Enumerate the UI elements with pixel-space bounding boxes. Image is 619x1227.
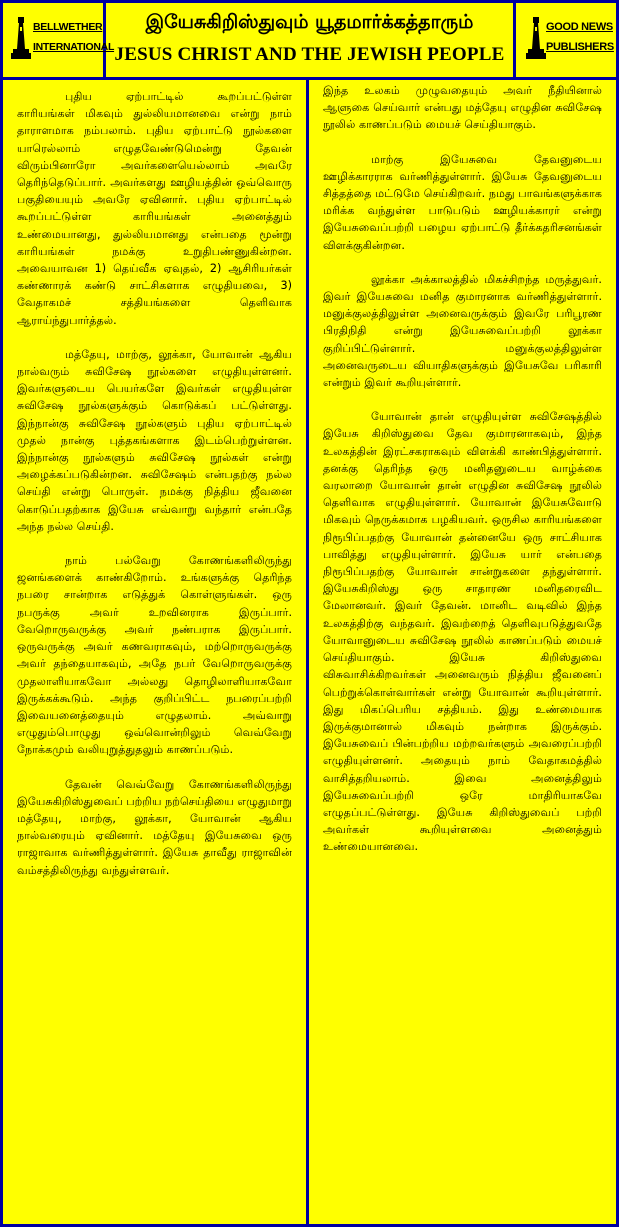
paragraph: யோவான் தான் எழுதியுள்ள சுவிசேஷத்தில் இயேசு கிறிஸ்துவை தேவ குமாரனாகவும், இந்த உலகத்தின் இரட்சகராகவும் விளக்கி காண்பித்துள்ளார். தனக்கு தெரிந்த ஒரு மனிதனுடைய வாழ்க்கை வரலாறை யோவான் தான் எழுதின சுவிசேஷ நூலில் தெளிவாக எழுதியுள்ளார். யோவான் இயேசுவோடு மிகவும் நெருக்கமாக பழகியவர். ஒருசில காரியங்களை நிரூபிப்பதற்கு யோவான் தன்னையே ஒரு சாட்சியாக பாவித்து எழுதியுள்ளார். இயேசு யார் என்பதை நிரூபிப்பதற்கு யோவான் சான்றுகளை தந்துள்ளார். இயேசுகிறிஸ்து ஒரு சாதாரண மனிதரைவிட மேலானவர். இவர் தேவன். மானிட வடிவில் இந்த உலகத்திற்கு வந்தவர். இவற்றைத் தெளிவுபடுத்துவதே யோவானுடைய சுவிசேஷ நூலில் காணப்படும் மையச் செய்தியாகும். இயேசு கிறிஸ்துவை விசுவாசிக்கிறவர்கள் அனைவரும் நித்திய ஜீவனைப் பெற்றுக்கொள்வார்கள் என்று யோவான் கூறியுள்ளார். இது மிகப்பெரிய சத்தியம். இது உண்மையாக இருக்குமானால் மிகவும் நன்றாக இருக்கும். இயேசுவைப் பின்பற்றிய மற்றவர்களும் அவரைப்பற்றி எழுதியுள்ளனர். அதையும் நாம் வேதாகமத்தில் வாசித்தறியலாம். இவை அனைத்திலும் இயேசுவைப்பற்றி ஒரே மாதிரியாகவே எழுதப்பட்டுள்ளது. இயேசு கிறிஸ்துவைப் பற்றி அவர்கள் கூறியுள்ளவை அனைத்தும் உண்மையானவை. (323, 410, 602, 854)
logo-right-line1: GOOD NEWS (546, 21, 613, 33)
paragraph: மத்தேயு, மாற்கு, லூக்கா, யோவான் ஆகிய நால்வரும் சுவிசேஷ நூல்களை எழுதியுள்ளனர். இவர்களுடைய பெயர்களே இவர்கள் எழுதியுள்ள சுவிசேஷ நூல்களுக்கும் கொடுக்கப் பட்டுள்ளது. இந்நான்கு சுவிசேஷ நூல்களும் புதிய ஏற்பாட்டில் முதல் நான்கு புத்தகங்களாக இடம்பெற்றுள்ளன. இந்நான்கு நூல்களும் சுவிசேஷ நூல்கள் என்று அழைக்கப்படுகின்றன. சுவிசேஷம் என்பதற்கு நல்ல செய்தி என்று பொருள். நமக்கு நித்திய ஜீவனை கொடுப்பதற்காக இயேசு எவ்வாறு வந்தார் என்பதே அந்த நல்ல செய்தி. (17, 347, 292, 533)
logo-left-line1: BELLWETHER (33, 21, 103, 33)
tower-icon (9, 15, 33, 61)
paragraph: இந்த உலகம் முழுவதையும் அவர் நீதியினால் ஆளுகை செய்வார் என்பது மத்தேயு எழுதின சுவிசேஷ நூலில் காணப்படும் மையச் செய்தியாகும். (323, 84, 602, 132)
paragraph: லூக்கா அக்காலத்தில் மிகச்சிறந்த மருத்துவர். இவர் இயேசுவை மனித குமாரனாக வர்ணித்துள்ளார். மனுக்குலத்திலுள்ள அனைவருக்கும் இவரே பரிபூரண பிரதிநிதி என்று இயேசுவைப்பற்றி லூக்கா குறிப்பிட்டுள்ளார். மனுக்குலத்திலுள்ள அனைவருடைய வியாதிகளுக்கும் இயேசுவே பரிகாரி என்றும் இவர் கூறியுள்ளார். (323, 272, 602, 390)
paragraph: தேவன் வெவ்வேறு கோணங்களிலிருந்து இயேசுகிறிஸ்துவைப் பற்றிய நற்செய்தியை எழுதுமாறு மத்தேயு, மாற்கு, லூக்கா, யோவான் ஆகிய நால்வரையும் ஏவினார். மத்தேயு இயேசுவை ஒரு ராஜாவாக வர்ணித்துள்ளார். இயேசு தாவீது ராஜாவின் வம்சத்திலிருந்து வந்துள்ளவர். (17, 777, 292, 877)
title-english: JESUS CHRIST AND THE JEWISH PEOPLE (114, 44, 505, 65)
header (0, 0, 619, 80)
tower-icon (524, 15, 548, 61)
bellwether-logo (3, 3, 115, 77)
title-tamil: இயேசுகிறிஸ்துவும் யூதமார்க்கத்தாரும் (145, 11, 474, 33)
paragraph: நாம் பல்வேறு கோணங்களிலிருந்து ஜனங்களைக் காண்கிறோம். உங்களுக்கு தெரிந்த நபரை சான்றாக எடுத்துக் கொள்ளுங்கள். ஒரு நபருக்கு அவர் உறவினராக இருப்பார். வேறொருவருக்கு அவர் நண்பராக இருப்பார். ஒருவருக்கு அவர் கணவராகவும், மற்றொருவருக்கு அவர் தந்தையாகவும், அதே நபர் வேறொருவருக்கு முதலாளியாகவோ அல்லது தொழிலாளியாகவோ இருக்கக்கூடும். அந்த குறிப்பிட்ட நபரைப்பற்றி இவையனைத்தையும் எழுதலாம். அவ்வாறு எழுதும்பொழுது ஒவ்வொன்றிலும் வெவ்வேறு நோக்கமும் வலியுறுத்துதலும் காணப்படும். (17, 554, 292, 757)
title-block (108, 3, 511, 77)
logo-left-line2: INTERNATIONAL (33, 41, 115, 53)
logo-right-line2: PUBLISHERS (546, 41, 614, 53)
left-column (3, 80, 309, 1224)
paragraph: மாற்கு இயேசுவை தேவனுடைய ஊழிக்காரராக வர்ணித்துள்ளார். இயேசு தேவனுடைய சித்தத்தை மட்டுமே செய்கிறவர். நமது பாவங்களுக்காக மரிக்க வந்துள்ள பாடுபடும் ஊழியக்காரர் என்று இயேசுவைப்பற்றி பழைய ஏற்பாட்டு தீர்க்கதரிசனங்கள் விளக்குகின்றன. (323, 152, 602, 252)
good-news-logo (513, 3, 616, 77)
paragraph: புதிய ஏற்பாட்டில் கூறப்பட்டுள்ள காரியங்கள் மிகவும் துல்லியமானவை என்று நாம் தாராளமாக நம்பலாம். புதிய ஏற்பாட்டு நூல்களை யாரெல்லாம் எழுதவேண்டுமென்று தேவன் விரும்பினாரோ அவர்களையெல்லாம் அவரே தெரிந்தெடுப்பார். அவர்களது ஊழியத்தின் ஒவ்வொரு பகுதியையும் அவரே ஏவினார். புதிய ஏற்பாட்டில் கூறப்பட்டுள்ள காரியங்கள் அனைத்தும் உண்மையானது, துல்லியமானது என்பதை மூன்று காரியங்கள் நமக்கு உறுதிபண்ணுகின்றன. அவையாவன 1) தெய்வீக ஏவுதல், 2) ஆசிரியர்கள் கண்ணாரக் கண்டு சாட்சிகளாக எழுதியவை, 3) வேதாகமச் சத்தியங்களை தெளிவாக ஆராய்ந்துபார்த்தல். (17, 90, 292, 327)
right-column (309, 80, 616, 1224)
